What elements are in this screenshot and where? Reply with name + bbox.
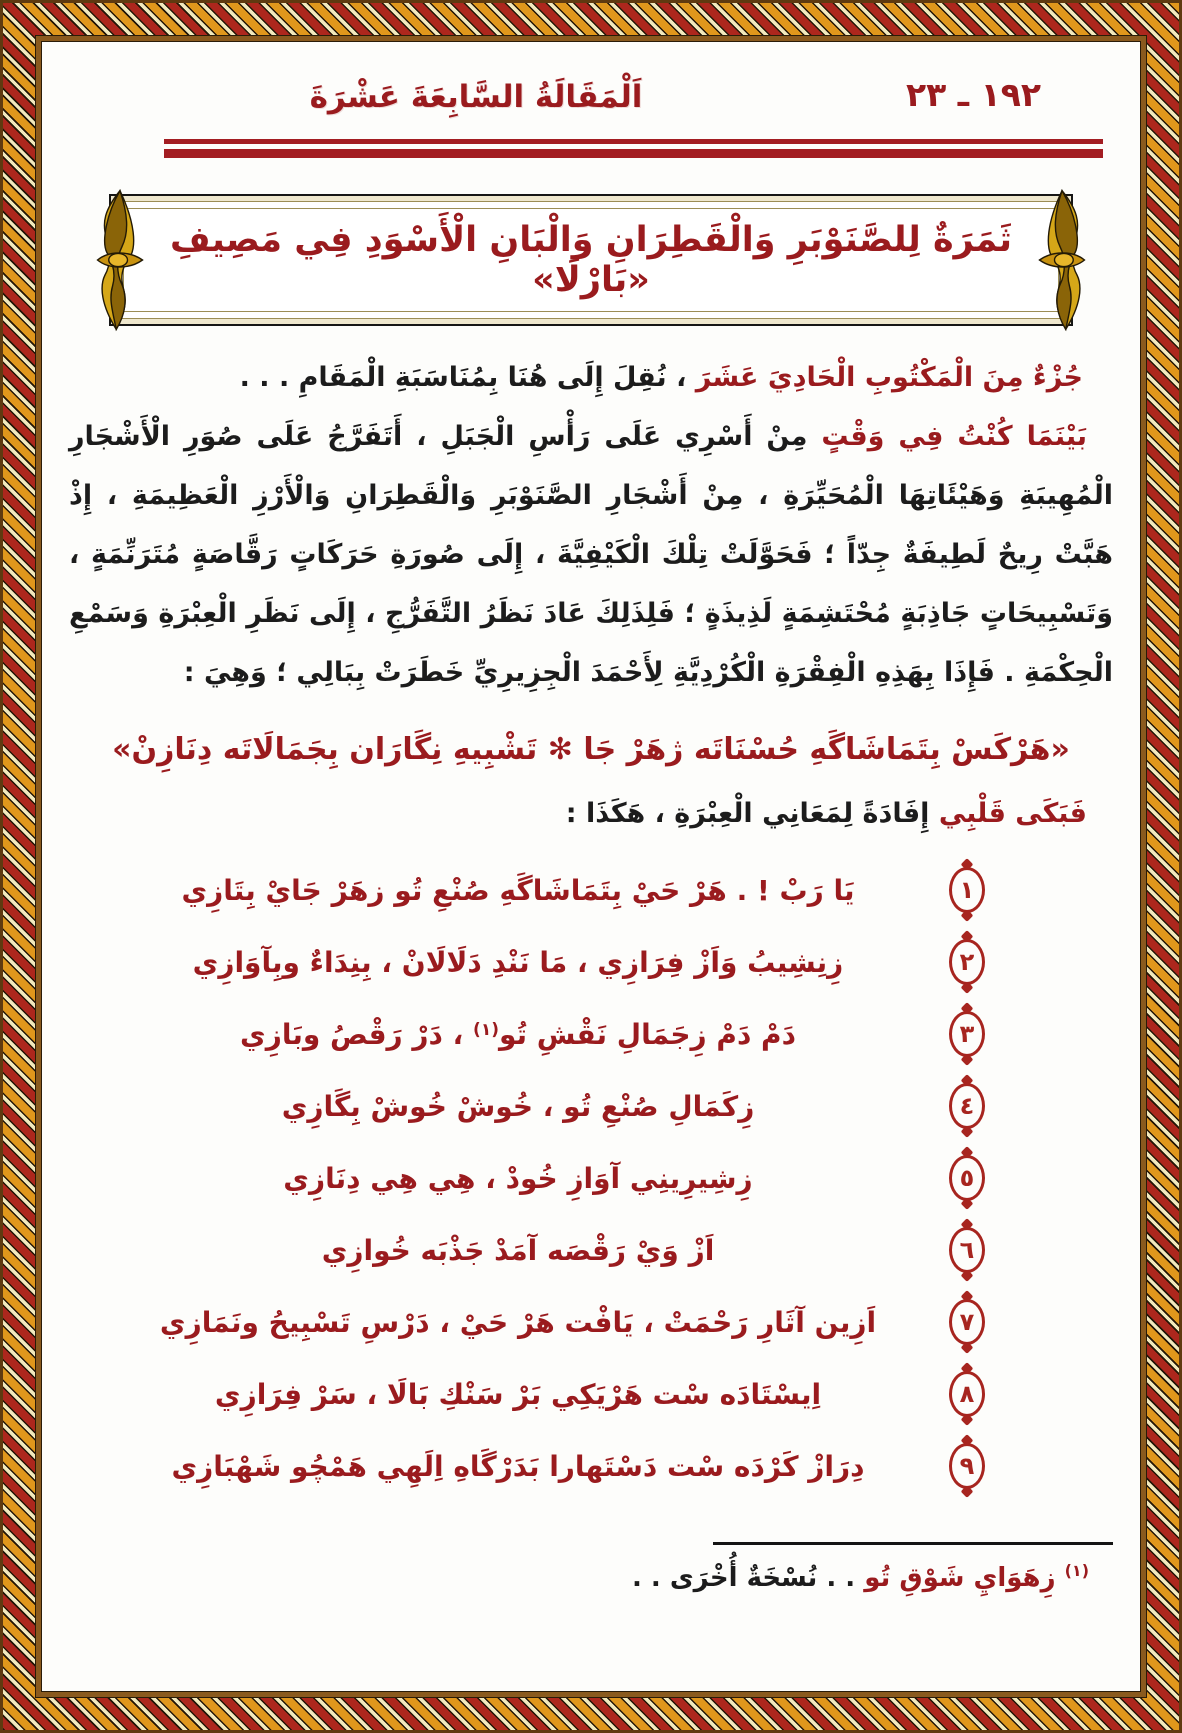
verse-row [69, 1214, 1113, 1286]
intro-lead-text: جُزْءٌ مِنَ الْمَكْتُوبِ الْحَادِيَ عَشَرَ [695, 362, 1083, 393]
paragraph-transition [69, 786, 1113, 842]
verse-row [69, 1358, 1113, 1430]
numbered-verse-list [69, 854, 1113, 1502]
acanthus-ornament-icon [91, 185, 149, 335]
verse-row [69, 854, 1113, 926]
chapter-title-box [109, 194, 1073, 326]
paragraph-main [69, 407, 1113, 702]
footnote-rule [713, 1542, 1113, 1545]
verse-text: دِرَازْ كَرْدَه سْت دَسْتَهارا بَدَرْگَاهِ اِلَهِي هَمْچُو شَهْبَازِي [171, 1449, 865, 1483]
double-rule [164, 139, 1103, 158]
item-number-badge: ٢ [949, 939, 985, 985]
item-number-badge: ٧ [949, 1299, 985, 1345]
intro-rest-text: ، نُقِلَ إِلَى هُنَا بِمُنَاسَبَةِ الْمَقَامِ . . . [239, 362, 687, 393]
verse-text: اَزْ وَيْ رَقْصَه آمَدْ جَذْبَه خُوازِي [321, 1233, 715, 1267]
rule-thick [164, 149, 1103, 158]
verse-text: زِشِيرِينِي آوَازِ خُودْ ، هِي هِي دِنَازِي [283, 1161, 753, 1195]
main-lead-text: بَيْنَمَا كُنْتُ فِي وَقْتٍ [821, 421, 1087, 452]
item-number-badge: ٨ [949, 1371, 985, 1417]
paragraph-intro [69, 348, 1113, 407]
verse-row [69, 1286, 1113, 1358]
page-title: اَلْمَقَالَةُ السَّابِعَةَ عَشْرَةَ [309, 79, 643, 115]
verse-row [69, 998, 1113, 1070]
transition-rest-text: إِفَادَةً لِمَعَانِي الْعِبْرَةِ ، هَكَذَا : [565, 798, 930, 829]
acanthus-ornament-icon [1033, 185, 1091, 335]
item-number-badge: ٦ [949, 1227, 985, 1273]
verse-row [69, 1430, 1113, 1502]
verse-text: اَزِين آثَارِ رَحْمَتْ ، يَافْت هَرْ حَيْ ، دَرْسِ تَسْبِيحُ ونَمَازِي [159, 1305, 877, 1339]
verse-row [69, 1070, 1113, 1142]
item-number-badge: ١ [949, 867, 985, 913]
kurdish-couplet: «هَرْكَسْ بِتَمَاشَاگَهِ حُسْنَاتَه ژهَرْ جَا ✻ تَشْبِيهِ نِگَارَان بِجَمَالَاتَه دِنَازِنْ» [112, 732, 1070, 767]
footnote [69, 1561, 1113, 1593]
footnote-number: (١) [1064, 1561, 1089, 1580]
transition-lead-text: فَبَكَى قَلْبِي [938, 798, 1087, 829]
verse-row [69, 1142, 1113, 1214]
verse-text: اِيسْتَادَه سْت هَرْيَكِي بَرْ سَنْكِ بَالَا ، سَرْ فِرَازِي [214, 1377, 822, 1411]
page-header [69, 69, 1113, 131]
verse-text: يَا رَبْ ! . هَرْ حَيْ بِتَمَاشَاگَهِ صُنْعِ تُو زهَرْ جَايْ بِتَازِي [181, 873, 855, 907]
verse-text: زِكَمَالِ صُنْعِ تُو ، خُوشْ خُوشْ بِگَازِي [281, 1089, 755, 1123]
footnote-red-text: زِهَوَايِ شَوْقِ تُو [864, 1563, 1056, 1593]
verse-row [69, 926, 1113, 998]
page-content [36, 36, 1146, 1697]
main-rest-text: مِنْ أَسْرِي عَلَى رَأْسِ الْجَبَلِ ، أَتَفَرَّجُ عَلَى صُوَرِ الْأَشْجَارِ الْمُهِيبَةِ وَهَيْئَاتِهَا الْمُحَيِّرَةِ ، مِنْ أَشْجَارِ الصَّنَوْبَرِ وَالْقَطِرَانِ وَالْأَرْزِ الْعَظِيمَةِ ، إِذْ هَبَّتْ رِيحٌ لَطِيفَةٌ جِدّاً ؛ فَحَوَّلَتْ تِلْكَ الْكَيْفِيَّةَ ، إِلَى صُورَةِ حَرَكَاتٍ رَقَّاصَةٍ مُتَرَنِّمَةٍ ، وَتَسْبِيحَاتٍ جَاذِبَةٍ مُحْتَشِمَةٍ لَذِيذَةٍ ؛ فَلِذَلِكَ عَادَ نَظَرُ التَّفَرُّجِ ، إِلَى نَظَرِ الْعِبْرَةِ وَسَمْعِ الْحِكْمَةِ . فَإِذَا بِهَذِهِ الْفِقْرَةِ الْكُرْدِيَّةِ لِأَحْمَدَ الْجِزِيرِيِّ خَطَرَتْ بِبَالِي ؛ وَهِيَ : [69, 421, 1113, 688]
item-number-badge: ٣ [949, 1011, 985, 1057]
footnote-black-text: . . نُسْخَةٌ أُخْرَى . . [632, 1563, 856, 1593]
item-number-badge: ٩ [949, 1443, 985, 1489]
chapter-title: ثَمَرَةٌ لِلصَّنَوْبَرِ وَالْقَطِرَانِ وَالْبَانِ الْأَسْوَدِ فِي مَصِيفِ «بَارْلَا» [169, 220, 1013, 300]
verse-text: دَمْ دَمْ زِجَمَالِ نَقْشِ تُو$^{(١)}$ ، دَرْ رَقْصُ وبَازِي [240, 1017, 796, 1051]
item-number-badge: ٥ [949, 1155, 985, 1201]
item-number-badge: ٤ [949, 1083, 985, 1129]
verse-text: زِنِشِيبُ وَاَزْ فِرَازِي ، مَا نَنْدِ دَلَالَانْ ، بِنِدَاءٌ وبِآوَازِي [192, 945, 844, 979]
footnote-marker: (١) [473, 1019, 499, 1040]
page-number: ١٩٢ ـ ٢٣ [906, 75, 1041, 114]
